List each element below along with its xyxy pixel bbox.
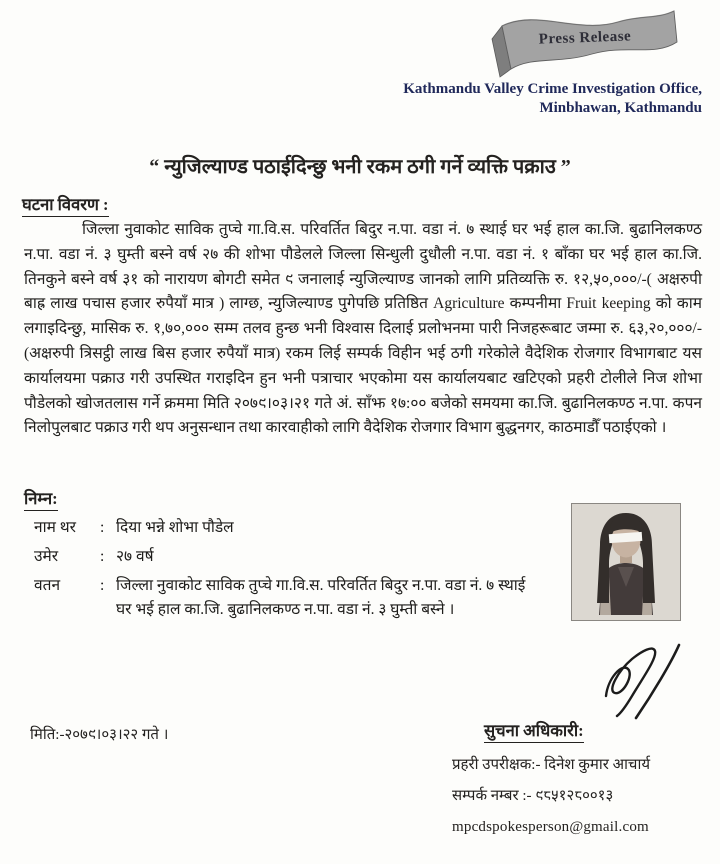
contact-number-line: सम्पर्क नम्बर :- ९८५१२८००१३ (452, 788, 614, 804)
detail-value-age: २७ वर्ष (116, 548, 154, 565)
document-date: मिति:-२०७९।०३।२२ गते । (30, 727, 169, 743)
detail-value-name: दिया भन्ने शोभा पौडेल (116, 519, 234, 536)
press-release-stamp (486, 6, 684, 78)
arrested-person-photo (571, 503, 681, 621)
office-name: Kathmandu Valley Crime Investigation Office, (403, 81, 702, 97)
detail-label-age: उमेर (34, 548, 59, 565)
incident-body-paragraph: जिल्ला नुवाकोट साविक तुप्चे गा.वि.स. परिवर्तित बिदुर न.पा. वडा नं. ७ स्थाई घर भई हाल का.जि. बुढानिलकण्ठ न.पा. वडा नं. ३ घुम्ती बस्ने वर्ष २७ की शोभा पौडेलले जिल्ला सिन्धुली दुधौली न.पा. वडा नं. १ बाँका घर भई हाल का.जि. तिनकुने बस्ने वर्ष ३१ को नारायण बोगटी समेत ९ जनालाई न्युजिल्याण्ड जानको लागि प्रतिव्यक्ति रु. १२,५०,०००/-( अक्षरुपी बाह्र लाख पचास हजार रुपैयाँ मात्र ) लाग्छ, न्युजिल्याण्ड पुगेपछि प्रतिष्ठित Agriculture कम्पनीमा Fruit keeping को काम लगाइदिन्छु, मासिक रु. १,७०,००० सम्म तलव हुन्छ भनी विश्वास दिलाई प्रलोभनमा पारी निजहरूबाट जम्मा रु. ६३,२०,०००/- (अक्षरुपी त्रिसट्ठी लाख बिस हजार रुपैयाँ मात्र) रकम लिई सम्पर्क विहीन भई ठगी गरेकोले वैदेशिक रोजगार विभागबाट यस कार्यालयमा पक्राउ गरी उपस्थित गराइदिन हुन भनी पत्राचार भएकोमा यस कार्यालयबाट खटिएको प्रहरी टोलीले निज शोभा पौडेलको खोजतलास गर्ने क्रममा मिति २०७९।०३।२१ गते अं. साँझ १७:०० बजेको समयमा का.जि. बुढानिलकण्ठ न.पा. कपन निलोपुलबाट पक्राउ गरी थप अनुसन्धान तथा कारवाहीको लागि वैदेशिक रोजगार विभाग बुद्धनगर, काठमाडौँ पठाईएको । (24, 221, 702, 437)
signature-scribble (578, 638, 708, 723)
detail-row-name (34, 516, 539, 540)
officer-name-line: प्रहरी उपरीक्षक:- दिनेश कुमार आचार्य (452, 757, 651, 773)
detail-row-address (34, 574, 539, 622)
incident-section-heading: घटना विवरण : (22, 192, 109, 217)
detail-label-name: नाम थर (34, 519, 77, 536)
info-officer-heading: सुचना अधिकारी: (484, 718, 584, 743)
details-section-heading: निम्न: (24, 486, 58, 511)
office-header (403, 80, 702, 118)
contact-block (452, 750, 650, 843)
detail-separator: : (100, 548, 105, 565)
office-location: Minbhawan, Kathmandu (539, 100, 702, 116)
detail-separator: : (100, 577, 105, 594)
suspect-photo-illustration (571, 503, 681, 621)
detail-separator: : (100, 519, 105, 536)
document-title: “ न्युजिल्याण्ड पठाईदिन्छु भनी रकम ठगी गर्ने व्यक्ति पक्राउ ” (149, 156, 571, 178)
details-list (34, 516, 539, 627)
detail-label-address: वतन (34, 577, 61, 594)
contact-email: mpcdspokesperson@gmail.com (452, 819, 649, 835)
signature-icon (578, 638, 708, 723)
detail-value-address: जिल्ला नुवाकोट साविक तुप्चे गा.वि.स. परिवर्तित बिदुर न.पा. वडा नं. ७ स्थाई घर भई हाल का.जि. बुढानिलकण्ठ न.पा. वडा नं. ३ घुम्ती बस्ने । (116, 577, 526, 618)
stamp-label: Press Release (538, 28, 632, 48)
detail-row-age (34, 545, 539, 569)
